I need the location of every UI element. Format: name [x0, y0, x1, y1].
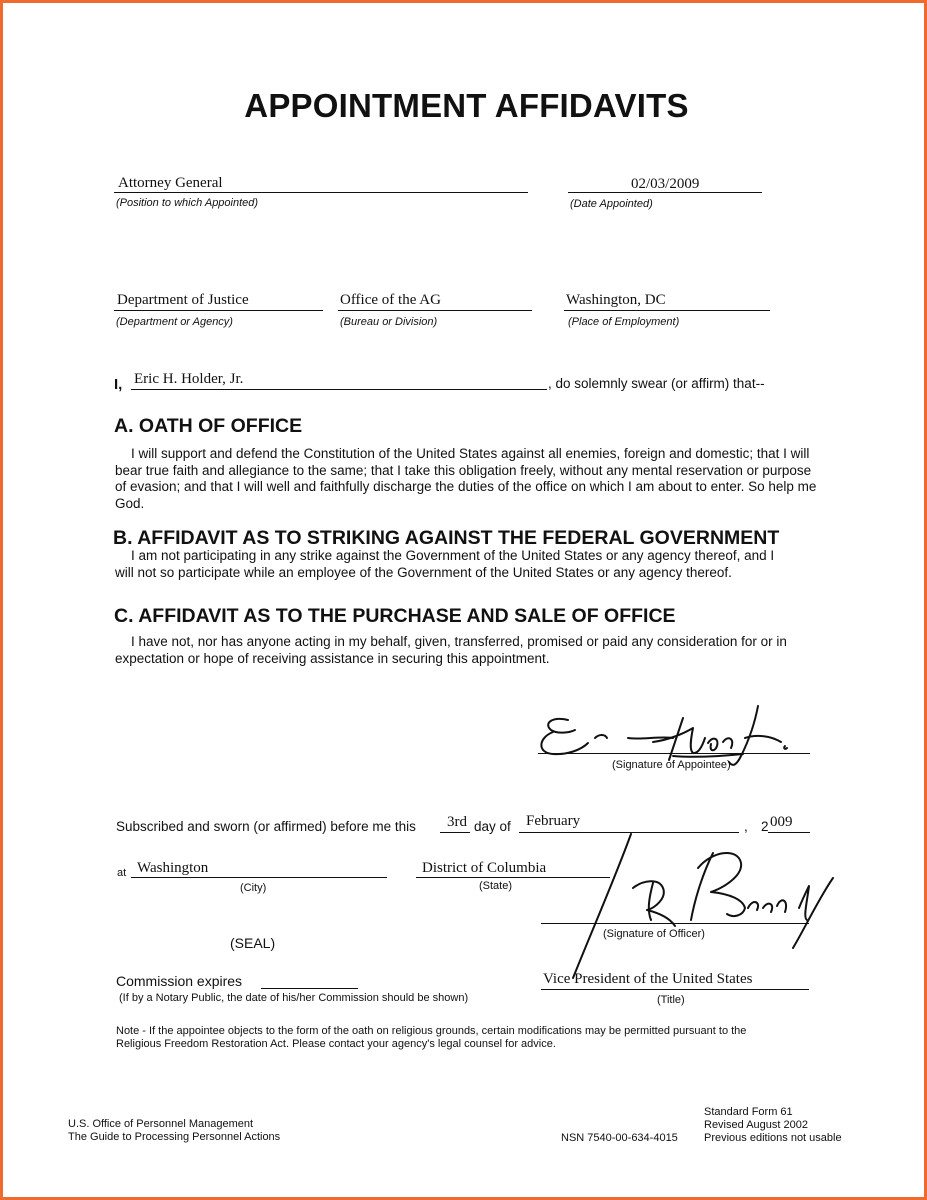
officer-title-caption: (Title): [657, 994, 685, 1006]
appointee-sig-line: [538, 753, 810, 754]
section-c-heading: C. AFFIDAVIT AS TO THE PURCHASE AND SALE OF OFFICE: [114, 605, 676, 627]
section-c-text: I have not, nor has anyone acting in my behalf, given, transferred, promised or paid any consideration for or in expectation or hope of receiving assistance in securing this appointment.: [115, 634, 787, 666]
sworn-year-prefix: 2: [761, 819, 769, 834]
date-line: [568, 192, 762, 193]
sworn-prefix: Subscribed and sworn (or affirmed) before me this: [116, 819, 416, 834]
sworn-comma: ,: [744, 819, 748, 834]
section-b-heading: B. AFFIDAVIT AS TO STRIKING AGAINST THE FEDERAL GOVERNMENT: [113, 527, 780, 549]
state-value: District of Columbia: [422, 860, 547, 876]
name-line: [131, 389, 547, 390]
officer-sig-caption: (Signature of Officer): [603, 928, 705, 940]
footer-previous: Previous editions not usable: [704, 1132, 842, 1144]
footer-agency: U.S. Office of Personnel Management: [68, 1118, 254, 1130]
oath-suffix: , do solemnly swear (or affirm) that--: [548, 376, 765, 391]
officer-title-value: Vice President of the United States: [543, 971, 753, 987]
commission-line: [261, 988, 358, 989]
officer-title-line: [541, 989, 809, 990]
sworn-day-value: 3rd: [447, 814, 467, 830]
bureau-caption: (Bureau or Division): [340, 316, 438, 328]
state-caption: (State): [479, 880, 513, 892]
note-line-1: Note - If the appointee objects to the form of the oath on religious grounds, certain modifications may be permitted pursuant to the: [116, 1025, 747, 1037]
appointee-sig-caption: (Signature of Appointee): [612, 759, 731, 771]
department-caption: (Department or Agency): [116, 316, 233, 328]
position-value: Attorney General: [118, 175, 223, 191]
city-line: [131, 877, 387, 878]
position-caption: (Position to which Appointed): [116, 197, 259, 209]
place-line: [564, 310, 770, 311]
footer-revised: Revised August 2002: [704, 1119, 808, 1131]
commission-label: Commission expires: [116, 973, 243, 989]
section-b-text: I am not participating in any strike against the Government of the United States or any agency thereof, and I will not so participate while an employee of the Government of the United States or any agency thereof.: [115, 548, 775, 580]
appointee-name: Eric H. Holder, Jr.: [134, 371, 244, 387]
oath-prefix: I,: [114, 376, 123, 393]
department-line: [114, 310, 323, 311]
bureau-line: [338, 310, 532, 311]
section-a-heading: A. OATH OF OFFICE: [114, 415, 303, 437]
city-caption: (City): [240, 882, 267, 894]
footer-form-name: Standard Form 61: [704, 1106, 793, 1118]
date-value: 02/03/2009: [631, 176, 700, 192]
footer-guide: The Guide to Processing Personnel Actions: [68, 1131, 281, 1143]
officer-sig-line: [541, 923, 809, 924]
footer-nsn: NSN 7540-00-634-4015: [561, 1132, 678, 1144]
sworn-day-label: day of: [474, 819, 511, 834]
commission-note: (If by a Notary Public, the date of his/her Commission should be shown): [119, 992, 469, 1004]
form-title: APPOINTMENT AFFIDAVITS: [244, 87, 689, 124]
city-value: Washington: [137, 860, 209, 876]
position-line: [114, 192, 528, 193]
note-line-2: Religious Freedom Restoration Act. Please contact your agency's legal counsel for advice.: [116, 1038, 556, 1050]
sworn-day-line: [440, 832, 470, 833]
place-value: Washington, DC: [566, 292, 666, 308]
at-label: at: [117, 867, 127, 879]
sworn-month-value: February: [526, 813, 581, 829]
place-caption: (Place of Employment): [568, 316, 680, 328]
seal-label: (SEAL): [230, 935, 276, 951]
department-value: Department of Justice: [117, 292, 249, 308]
date-caption: (Date Appointed): [570, 198, 653, 210]
sworn-year-value: 009: [770, 814, 793, 830]
section-a-text: I will support and defend the Constitution of the United States against all enemies, foreign and domestic; that I will bear true faith and allegiance to the same; that I take this obligation freely, without any mental reservation or purpose of evasion; and that I will well and faithfully discharge the duties of the office on which I am about to enter. So help me God.: [115, 446, 817, 511]
bureau-value: Office of the AG: [340, 292, 441, 308]
